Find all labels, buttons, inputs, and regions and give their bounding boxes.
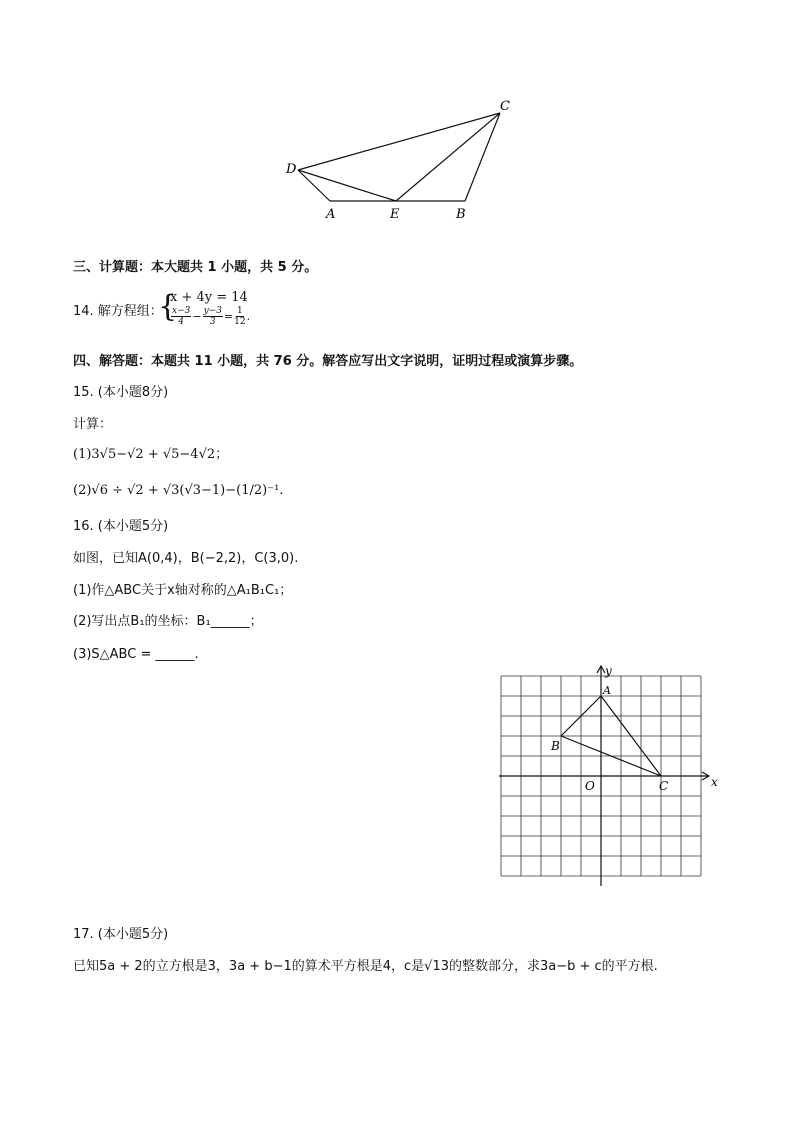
q16-part1: (1)作△ABC关于x轴对称的△A₁B₁C₁； <box>73 583 293 598</box>
q16-part2: (2)写出点B₁的坐标：B₁______； <box>73 614 263 629</box>
q14-frac2-num: y−3 <box>203 306 222 316</box>
q14-frac2-den: 3 <box>209 317 216 327</box>
label-x: x <box>711 775 718 789</box>
label-B: B <box>551 739 560 753</box>
q14-minus: − <box>192 310 202 323</box>
geometry-figure-quadrilateral <box>270 95 530 225</box>
q16-title: 16. (本小题5分) <box>73 519 169 534</box>
q14-eq: = <box>223 310 234 323</box>
segment-DC <box>298 113 500 170</box>
q17-text: 已知5a + 2的立方根是3，3a + b−1的算术平方根是4，c是√13的整数部分，求3a−b + c的平方根. <box>73 959 658 974</box>
q14-label: 14. 解方程组： <box>73 304 163 319</box>
label-O: O <box>585 779 595 793</box>
q15-part2: (2)√6 ÷ √2 + √3(√3−1)−(1/2)⁻¹. <box>73 483 284 498</box>
segment-DE <box>298 170 396 201</box>
label-B: B <box>456 207 466 222</box>
q14-brace: { <box>158 289 178 324</box>
label-A: A <box>326 207 336 222</box>
q16-part3: (3)S△ABC = ______. <box>73 647 199 662</box>
label-C: C <box>659 779 669 793</box>
q14-frac1-num: x−3 <box>172 306 191 316</box>
label-C: C <box>500 99 510 114</box>
label-A: A <box>603 684 611 697</box>
q17-title: 17. (本小题5分) <box>73 927 169 942</box>
q14-frac3-num: 1 <box>237 306 243 316</box>
q14-frac1-den: 4 <box>178 317 185 327</box>
label-y: y <box>605 664 612 678</box>
q14-eq1: x + 4y = 14 <box>170 290 248 305</box>
coordinate-grid-figure <box>495 660 725 890</box>
q14-eq2 <box>170 306 250 327</box>
q16-given: 如图，已知A(0,4)，B(−2,2)，C(3,0). <box>73 551 299 566</box>
q14-frac3-den: 12 <box>234 317 246 327</box>
section-4-heading: 四、解答题：本题共 11 小题，共 76 分。解答应写出文字说明，证明过程或演算步骤。 <box>73 354 583 369</box>
label-E: E <box>390 207 400 222</box>
section-3-heading: 三、计算题：本大题共 1 小题，共 5 分。 <box>73 260 318 275</box>
segment-BC <box>465 113 500 201</box>
segment-EC <box>396 113 500 201</box>
label-D: D <box>286 162 297 177</box>
q15-part1: (1)3√5−√2 + √5−4√2； <box>73 447 229 462</box>
q15-intro: 计算： <box>73 417 113 432</box>
q14-end: . <box>246 310 251 323</box>
q15-title: 15. (本小题8分) <box>73 385 169 400</box>
